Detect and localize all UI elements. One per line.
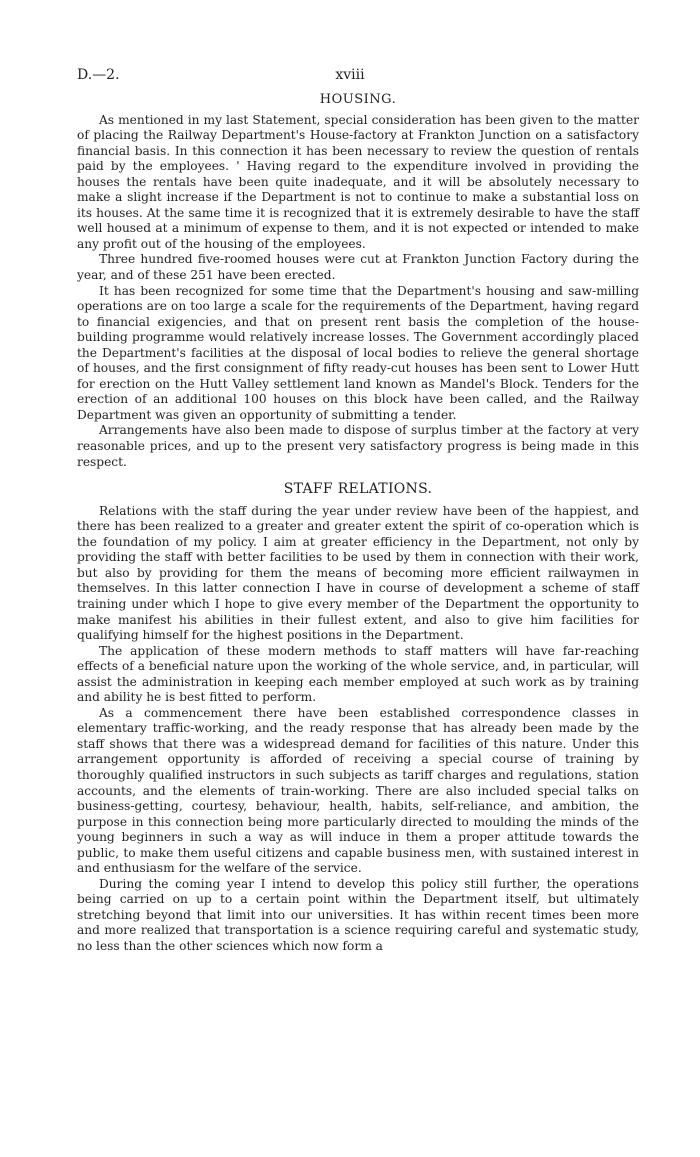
section-heading-staff-relations: STAFF RELATIONS. <box>283 481 433 498</box>
document-reference: D.—2. <box>77 67 120 83</box>
page-number: xviii <box>335 67 365 83</box>
paragraph: Arrangements have also been made to dispose of surplus timber at the factory at very reasonable prices, and up to the present very satisfactory progress is being made in this respect. <box>77 423 639 469</box>
paragraph: Three hundred five-roomed houses were cut at Frankton Junction Factory during the year, and of these 251 have been erected. <box>77 252 639 283</box>
housing-section <box>77 92 639 470</box>
paragraph: During the coming year I intend to develop this policy still further, the operations being carried on up to a certain point within the Department itself, but ultimately stretching beyond that limit into our universities. It has within recent times been more and more realized that transportation is a science requiring careful and systematic study, no less than the other sciences which now form a <box>77 876 639 953</box>
staff-relations-section <box>77 482 639 954</box>
body-text <box>77 92 639 955</box>
paragraph: It has been recognized for some time that the Department's housing and saw-milling operations are on too large a scale for the requirements of the Department, having regard to financial exigencies, and that on present rent basis the completion of the house-building programme would relatively increase losses. The Government accordingly placed the Department's facilities at the disposal of local bodies to relieve the general shortage of houses, and the first consignment of fifty ready-cut houses has been sent to Lower Hutt for erection on the Hutt Valley settlement land known as Mandel's Block. Tenders for the erection of an additional 100 houses on this block have been called, and the Railway Department was given an opportunity of submitting a tender. <box>77 283 639 422</box>
paragraph: The application of these modern methods to staff matters will have far-reaching effects of a beneficial nature upon the working of the whole service, and, in particular, will assist the administration in keeping each member employed at such work as by training and ability he is best fitted to perform. <box>77 643 639 705</box>
paragraph: Relations with the staff during the year under review have been of the happiest, and there has been realized to a greater and greater extent the spirit of co-operation which is the foundation of my policy. I aim at greater efficiency in the Department, not only by providing the staff with better facilities to be used by them in connection with their work, but also by providing for them the means of becoming more efficient railwaymen in themselves. In this latter connection I have in course of development a scheme of staff training under which I hope to give every member of the Department the opportunity to make manifest his abilities in their fullest extent, and also to give him facilities for qualifying himself for the highest positions in the Department. <box>77 503 639 643</box>
page-header <box>0 67 700 85</box>
paragraph: As mentioned in my last Statement, special consideration has been given to the matter of placing the Railway Department's House-factory at Frankton Junction on a satisfactory financial basis. In this connection it has been necessary to review the question of rentals paid by the employees. ' Having regard to the expenditure involved in providing the houses the rentals have been quite inadequate, and it will be absolutely necessary to make a slight increase if the Department is not to continue to make a substantial loss on its houses. At the same time it is recognized that it is extremely desirable to have the staff well housed at a minimum of expense to them, and it is not expected or intended to make any profit out of the housing of the employees. <box>77 112 639 251</box>
paragraph: As a commencement there have been established correspondence classes in elementary traffic-working, and the ready response that has already been made by the staff shows that there was a widespread demand for facilities of this nature. Under this arrangement opportunity is afforded of receiving a special course of training by thoroughly qualified instructors in such subjects as tariff charges and regulations, station accounts, and the elements of train-working. There are also included special talks on business-getting, courtesy, behaviour, health, habits, self-reliance, and ambition, the purpose in this connection being more particularly directed to moulding the minds of the young beginners in such a way as will induce in them a proper attitude towards the public, to make them useful citizens and capable business men, with sustained interest in and enthusiasm for the welfare of the service. <box>77 705 639 876</box>
section-heading-housing: HOUSING. <box>319 92 397 107</box>
